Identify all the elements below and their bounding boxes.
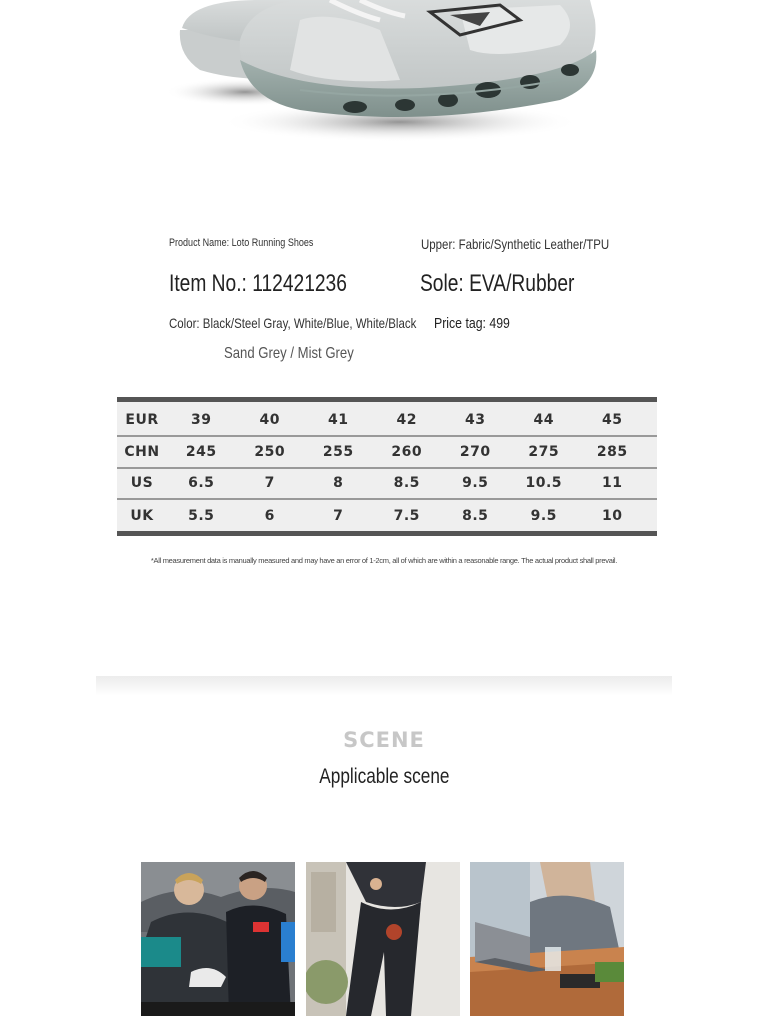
size-row-eur bbox=[117, 404, 657, 437]
upper-material: Upper: Fabric/Synthetic Leather/TPU bbox=[421, 236, 610, 252]
sole-material: Sole: EVA/Rubber bbox=[420, 270, 575, 297]
size-cell: 8.5 bbox=[462, 507, 489, 524]
scene-photo-street bbox=[141, 862, 295, 1016]
size-row-label: EUR bbox=[125, 411, 159, 428]
size-cell: 7 bbox=[264, 474, 275, 491]
scene-section-subtitle bbox=[0, 765, 768, 789]
colorway-name: Sand Grey / Mist Grey bbox=[224, 345, 354, 362]
scene-photo-running bbox=[306, 862, 460, 1016]
product-name: Product Name: Loto Running Shoes bbox=[169, 237, 314, 249]
size-cell: 10 bbox=[602, 507, 623, 524]
size-cell: 285 bbox=[596, 443, 628, 460]
size-cell: 7.5 bbox=[393, 507, 420, 524]
size-cell: 275 bbox=[528, 443, 560, 460]
size-row-uk bbox=[117, 500, 657, 531]
size-row-label: US bbox=[130, 474, 154, 491]
section-divider bbox=[96, 676, 672, 696]
size-cell: 5.5 bbox=[188, 507, 215, 524]
size-chart-table bbox=[117, 397, 657, 536]
size-cell: 40 bbox=[259, 411, 280, 428]
scene-section-title: SCENE bbox=[343, 728, 425, 752]
size-cell: 42 bbox=[396, 411, 417, 428]
size-cell: 41 bbox=[328, 411, 349, 428]
price-tag: Price tag: 499 bbox=[434, 315, 510, 332]
item-number: Item No.: 112421236 bbox=[169, 270, 347, 297]
size-cell: 9.5 bbox=[530, 507, 557, 524]
size-cell: 270 bbox=[459, 443, 491, 460]
size-cell: 44 bbox=[533, 411, 554, 428]
size-row-us bbox=[117, 467, 657, 500]
color-options: Color: Black/Steel Gray, White/Blue, White/Black bbox=[169, 315, 417, 331]
size-cell: 11 bbox=[602, 474, 623, 491]
size-cell: 45 bbox=[602, 411, 623, 428]
measurement-note: *All measurement data is manually measured and may have an error of 1-2cm, all of which are within a reasonable range. The actual product shall prevail. bbox=[150, 556, 618, 565]
scene-subtitle-text: Applicable scene bbox=[318, 765, 450, 788]
size-cell: 10.5 bbox=[525, 474, 563, 491]
size-cell: 255 bbox=[322, 443, 354, 460]
size-cell: 9.5 bbox=[462, 474, 489, 491]
size-cell: 43 bbox=[465, 411, 486, 428]
size-row-label: CHN bbox=[124, 443, 160, 460]
size-cell: 8.5 bbox=[393, 474, 420, 491]
size-cell: 39 bbox=[191, 411, 212, 428]
size-row-label: UK bbox=[130, 507, 154, 524]
size-cell: 250 bbox=[254, 443, 286, 460]
size-cell: 8 bbox=[333, 474, 344, 491]
size-cell: 6.5 bbox=[188, 474, 215, 491]
shoe-product-image bbox=[0, 0, 768, 170]
size-cell: 7 bbox=[333, 507, 344, 524]
size-cell: 6 bbox=[264, 507, 275, 524]
size-cell: 260 bbox=[391, 443, 423, 460]
size-row-chn bbox=[117, 436, 657, 469]
scene-photo-office bbox=[470, 862, 624, 1016]
size-cell: 245 bbox=[185, 443, 217, 460]
